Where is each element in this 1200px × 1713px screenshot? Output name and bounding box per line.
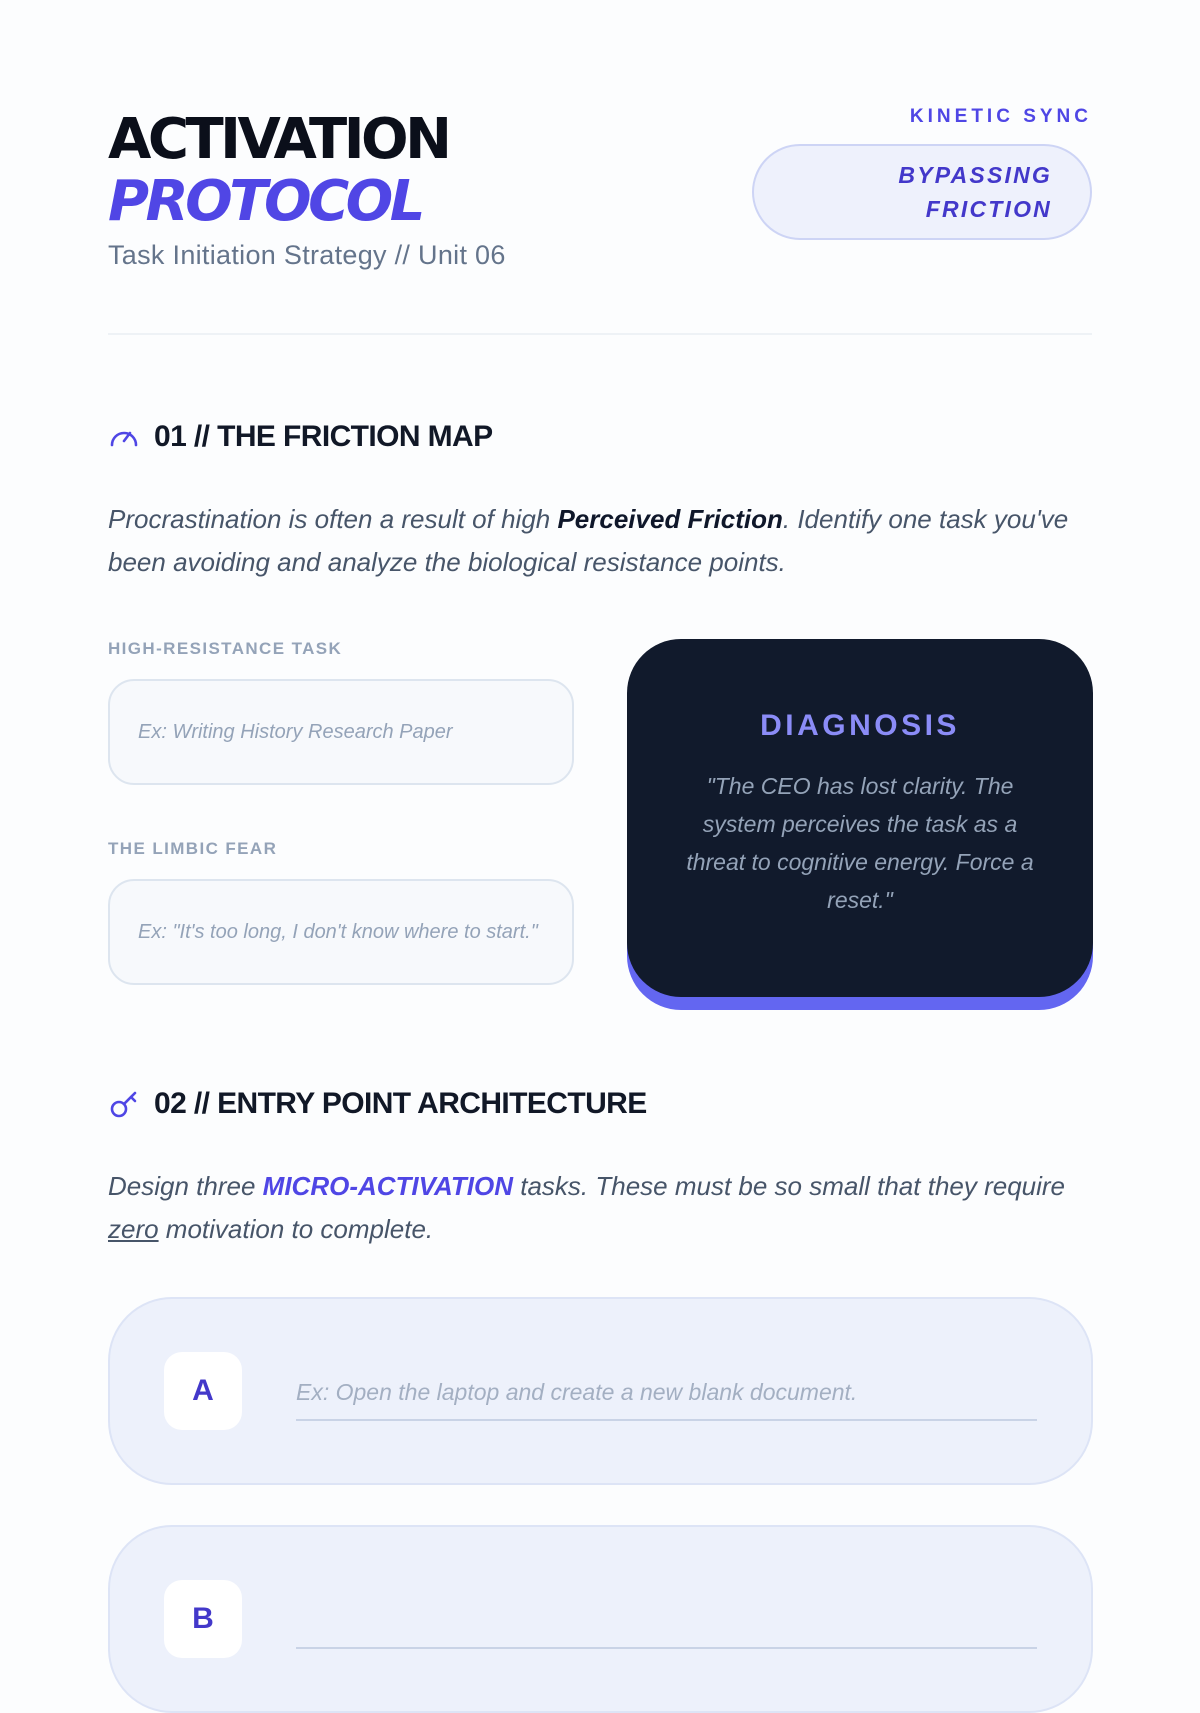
kicker-label: KINETIC SYNC [909, 106, 1092, 127]
section-intro [108, 498, 1093, 584]
intro-text-end: . Identify one task you've been avoiding and analyze the biological resistance points. [108, 504, 1069, 577]
diagnosis-text: "The CEO has lost clarity. The system perceives the task as a threat to cognitive energy. Force a reset." [686, 773, 1034, 913]
section-heading [108, 420, 1093, 454]
intro-underline: zero [108, 1214, 159, 1244]
diagnosis-card [627, 639, 1093, 997]
key-icon [108, 1088, 140, 1120]
intro-text: Procrastination is often a result of high [108, 504, 558, 534]
title-line-1: ACTIVATION [108, 107, 449, 172]
friction-map-section [108, 420, 1093, 997]
micro-task-input[interactable] [296, 1589, 1037, 1649]
friction-inputs [108, 639, 574, 997]
section-title: 01 // THE FRICTION MAP [154, 420, 493, 453]
friction-form [108, 639, 1093, 997]
task-letter-badge: A [164, 1352, 242, 1430]
intro-text: Design three [108, 1171, 263, 1201]
page-header [108, 0, 1092, 335]
status-pill-label: BYPASSING FRICTION [898, 162, 1052, 222]
intro-accent: MICRO-ACTIVATION [262, 1171, 513, 1201]
intro-text-end: motivation to complete. [158, 1214, 434, 1244]
fear-field-label: THE LIMBIC FEAR [108, 839, 278, 858]
task-letter-badge: B [164, 1580, 242, 1658]
limbic-fear-input[interactable]: Ex: "It's too long, I don't know where to start." [108, 879, 574, 985]
diagnosis-title: DIAGNOSIS [760, 709, 960, 742]
intro-text-middle: tasks. These must be so small that they require [513, 1171, 1066, 1201]
high-resistance-task-input[interactable]: Ex: Writing History Research Paper [108, 679, 574, 785]
status-pill [752, 144, 1092, 240]
micro-task-card [108, 1297, 1093, 1485]
section-title: 02 // ENTRY POINT ARCHITECTURE [154, 1087, 647, 1120]
section-heading [108, 1087, 1093, 1121]
header-badge-group [752, 106, 1092, 240]
page-subtitle: Task Initiation Strategy // Unit 06 [108, 240, 506, 270]
gauge-icon [108, 421, 140, 453]
entry-point-section [108, 1087, 1093, 1713]
title-line-2: PROTOCOL [108, 169, 422, 234]
micro-task-input[interactable]: Ex: Open the laptop and create a new blank document. [296, 1361, 1037, 1421]
task-field-label: HIGH-RESISTANCE TASK [108, 639, 343, 658]
section-intro [108, 1165, 1093, 1251]
intro-emphasis: Perceived Friction [557, 504, 783, 534]
micro-task-card [108, 1525, 1093, 1713]
